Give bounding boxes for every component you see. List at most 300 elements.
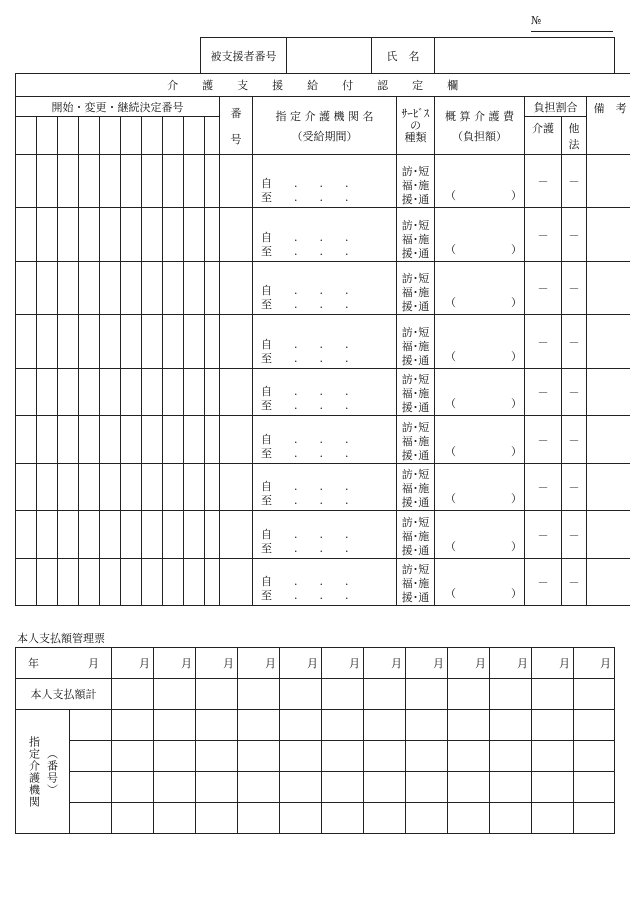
decision-number-cell[interactable] <box>142 315 163 369</box>
decision-number-cell[interactable] <box>37 208 58 262</box>
period-from: 自 . . . <box>261 284 349 297</box>
decision-number-cell[interactable] <box>142 416 163 464</box>
number-cell[interactable] <box>220 416 253 464</box>
month-header-cell[interactable]: 月 <box>112 648 154 679</box>
facility-month-cell[interactable] <box>154 741 196 772</box>
facility-month-cell[interactable] <box>238 803 280 834</box>
decision-number-cell[interactable] <box>142 464 163 511</box>
facility-month-cell[interactable] <box>364 710 406 741</box>
svc-line2: 福･施 <box>401 286 430 299</box>
decision-number-cell[interactable] <box>205 369 220 416</box>
decision-number-cell[interactable] <box>184 511 205 559</box>
decision-number-cell[interactable] <box>58 559 79 606</box>
svc-line3: 援･通 <box>401 247 430 260</box>
decision-number-cell[interactable] <box>79 464 100 511</box>
decision-number-cell[interactable] <box>100 369 121 416</box>
self-payment-title: 本人支払額管理票 <box>17 632 105 645</box>
decision-number-cell[interactable] <box>205 464 220 511</box>
care-support-table <box>15 73 630 606</box>
number-cell[interactable] <box>220 559 253 606</box>
cost-header-top: 概 算 介 護 費 <box>445 109 514 123</box>
facility-month-cell[interactable] <box>112 710 154 741</box>
self-payment-total-cell[interactable] <box>322 679 364 710</box>
decision-number-cell[interactable] <box>58 369 79 416</box>
period-cell[interactable] <box>253 464 397 511</box>
decision-number-cell[interactable] <box>37 155 58 208</box>
facility-header-top: 指 定 介 護 機 関 名 <box>275 109 374 123</box>
decision-number-cell[interactable] <box>16 416 37 464</box>
decision-number-digit-cell[interactable] <box>37 117 58 155</box>
burden-care-cell[interactable]: － <box>525 559 562 606</box>
estimated-cost-cell[interactable]: （ ） <box>435 416 525 464</box>
service-type-cell[interactable] <box>397 464 435 511</box>
decision-number-cell[interactable] <box>79 511 100 559</box>
facility-month-cell[interactable] <box>406 710 448 741</box>
remarks-cell[interactable] <box>587 315 630 369</box>
decision-number-digit-cell[interactable] <box>58 117 79 155</box>
estimated-cost-cell[interactable]: （ ） <box>435 208 525 262</box>
decision-number-digit-cell[interactable] <box>184 117 205 155</box>
cost-header-bottom: （負担額） <box>452 129 507 143</box>
period-cell[interactable] <box>253 369 397 416</box>
decision-number-cell[interactable] <box>205 208 220 262</box>
decision-number-cell[interactable] <box>58 464 79 511</box>
period-to: 至 . . . <box>261 399 349 412</box>
decision-number-cell[interactable] <box>184 559 205 606</box>
decision-number-digit-cell[interactable] <box>100 117 121 155</box>
name-label: 氏 名 <box>372 38 435 74</box>
month-header-cell[interactable]: 月 <box>154 648 196 679</box>
svc-line1: 訪･短 <box>401 326 430 339</box>
burden-care-cell[interactable]: － <box>525 369 562 416</box>
designated-facility-label <box>16 710 70 834</box>
self-payment-total-cell[interactable] <box>574 679 615 710</box>
period-to: 至 . . . <box>261 589 349 602</box>
period-cell[interactable] <box>253 208 397 262</box>
burden-other-header <box>562 117 587 155</box>
facility-month-cell[interactable] <box>406 803 448 834</box>
svc-line2: 福･施 <box>401 179 430 192</box>
decision-number-digit-cell[interactable] <box>16 117 37 155</box>
service-header-3: 種類 <box>404 130 427 144</box>
number-cell[interactable] <box>220 369 253 416</box>
self-payment-total-cell[interactable] <box>448 679 490 710</box>
decision-number-cell[interactable] <box>16 208 37 262</box>
facility-month-cell[interactable] <box>154 803 196 834</box>
decision-number-cell[interactable] <box>184 464 205 511</box>
period-cell[interactable] <box>253 262 397 315</box>
facility-month-cell[interactable] <box>112 803 154 834</box>
facility-month-cell[interactable] <box>280 710 322 741</box>
decision-number-cell[interactable] <box>121 155 142 208</box>
month-header-cell[interactable]: 月 <box>406 648 448 679</box>
decision-number-cell[interactable] <box>163 315 184 369</box>
svc-line2: 福･施 <box>401 387 430 400</box>
facility-month-cell[interactable] <box>406 772 448 803</box>
burden-care-cell[interactable]: － <box>525 315 562 369</box>
service-type-cell[interactable] <box>397 315 435 369</box>
decision-number-cell[interactable] <box>142 262 163 315</box>
facility-month-cell[interactable] <box>196 710 238 741</box>
decision-number-cell[interactable] <box>142 511 163 559</box>
facility-month-cell[interactable] <box>154 772 196 803</box>
number-cell[interactable] <box>220 315 253 369</box>
month-header-cell[interactable]: 月 <box>448 648 490 679</box>
decision-number-digit-cell[interactable] <box>205 117 220 155</box>
facility-month-cell[interactable] <box>574 741 615 772</box>
service-header-1: ｻｰﾋﾞｽ <box>401 106 430 120</box>
decision-number-cell[interactable] <box>58 208 79 262</box>
decision-number-cell[interactable] <box>16 369 37 416</box>
estimated-cost-cell[interactable]: （ ） <box>435 369 525 416</box>
service-type-cell[interactable] <box>397 511 435 559</box>
decision-number-cell[interactable] <box>184 208 205 262</box>
month-header-cell[interactable]: 月 <box>238 648 280 679</box>
decision-number-cell[interactable] <box>100 208 121 262</box>
decision-number-cell[interactable] <box>142 559 163 606</box>
burden-other-cell[interactable]: － <box>562 369 587 416</box>
facility-month-cell[interactable] <box>112 741 154 772</box>
decision-number-cell[interactable] <box>184 262 205 315</box>
care-support-row <box>16 416 630 464</box>
facility-month-cell[interactable] <box>532 803 574 834</box>
decision-number-cell[interactable] <box>79 208 100 262</box>
decision-number-cell[interactable] <box>100 559 121 606</box>
decision-number-cell[interactable] <box>16 315 37 369</box>
number-cell[interactable] <box>220 155 253 208</box>
decision-number-cell[interactable] <box>121 208 142 262</box>
decision-number-cell[interactable] <box>184 369 205 416</box>
burden-other-cell[interactable]: － <box>562 155 587 208</box>
decision-number-cell[interactable] <box>37 464 58 511</box>
month-header-cell[interactable]: 月 <box>532 648 574 679</box>
decision-number-cell[interactable] <box>37 559 58 606</box>
service-type-cell[interactable] <box>397 155 435 208</box>
svc-line2: 福･施 <box>401 435 430 448</box>
burden-care-cell[interactable]: － <box>525 155 562 208</box>
svc-line3: 援･通 <box>401 300 430 313</box>
month-header-cell[interactable]: 月 <box>490 648 532 679</box>
period-to: 至 . . . <box>261 245 349 258</box>
facility-month-cell[interactable] <box>364 803 406 834</box>
burden-other-cell[interactable]: － <box>562 464 587 511</box>
year-month-header <box>16 648 112 679</box>
decision-number-cell[interactable] <box>58 155 79 208</box>
decision-number-cell[interactable] <box>100 315 121 369</box>
facility-month-cell[interactable] <box>448 741 490 772</box>
burden-other-cell[interactable]: － <box>562 559 587 606</box>
decision-number-cell[interactable] <box>79 155 100 208</box>
decision-number-cell[interactable] <box>163 369 184 416</box>
facility-month-cell[interactable] <box>280 772 322 803</box>
decision-number-cell[interactable] <box>163 559 184 606</box>
svc-line1: 訪･短 <box>401 421 430 434</box>
number-cell[interactable] <box>220 464 253 511</box>
name-field[interactable] <box>435 38 615 74</box>
facility-month-cell[interactable] <box>574 710 615 741</box>
facility-month-cell[interactable] <box>280 741 322 772</box>
facility-month-cell[interactable] <box>280 803 322 834</box>
period-cell[interactable] <box>253 416 397 464</box>
facility-month-cell[interactable] <box>154 710 196 741</box>
burden-other-cell[interactable]: － <box>562 208 587 262</box>
decision-number-cell[interactable] <box>58 315 79 369</box>
period-to: 至 . . . <box>261 298 349 311</box>
month-header-cell[interactable]: 月 <box>364 648 406 679</box>
decision-number-cell[interactable] <box>163 262 184 315</box>
recipient-number-field[interactable] <box>287 38 372 74</box>
decision-number-cell[interactable] <box>121 315 142 369</box>
decision-number-digit-cell[interactable] <box>121 117 142 155</box>
burden-ratio-header: 負担割合 <box>525 97 587 117</box>
remarks-cell[interactable] <box>587 262 630 315</box>
month-header-cell[interactable]: 月 <box>280 648 322 679</box>
self-payment-total-cell[interactable] <box>490 679 532 710</box>
facility-month-cell[interactable] <box>322 710 364 741</box>
facility-month-cell[interactable] <box>490 710 532 741</box>
facility-month-cell[interactable] <box>112 772 154 803</box>
decision-number-cell[interactable] <box>100 262 121 315</box>
remarks-cell[interactable] <box>587 208 630 262</box>
decision-number-cell[interactable] <box>79 262 100 315</box>
decision-number-cell[interactable] <box>121 262 142 315</box>
decision-number-cell[interactable] <box>100 464 121 511</box>
care-support-row <box>16 315 630 369</box>
remarks-cell[interactable] <box>587 511 630 559</box>
decision-number-cell[interactable] <box>205 315 220 369</box>
period-cell[interactable] <box>253 559 397 606</box>
remarks-cell[interactable] <box>587 464 630 511</box>
self-payment-total-cell[interactable] <box>532 679 574 710</box>
period-cell[interactable] <box>253 155 397 208</box>
burden-care-cell[interactable]: － <box>525 208 562 262</box>
estimated-cost-cell[interactable]: （ ） <box>435 155 525 208</box>
decision-number-cell[interactable] <box>79 416 100 464</box>
decision-number-cell[interactable] <box>142 208 163 262</box>
facility-id-cell[interactable] <box>70 710 112 741</box>
svc-line2: 福･施 <box>401 530 430 543</box>
decision-number-cell[interactable] <box>121 511 142 559</box>
period-cell[interactable] <box>253 315 397 369</box>
facility-month-cell[interactable] <box>532 741 574 772</box>
remarks-cell[interactable] <box>587 155 630 208</box>
decision-number-cell[interactable] <box>205 262 220 315</box>
burden-care-cell[interactable]: － <box>525 262 562 315</box>
decision-number-cell[interactable] <box>37 416 58 464</box>
facility-month-cell[interactable] <box>574 772 615 803</box>
decision-number-digit-cell[interactable] <box>142 117 163 155</box>
period-from: 自 . . . <box>261 480 349 493</box>
number-cell[interactable] <box>220 262 253 315</box>
self-payment-table <box>15 647 615 834</box>
decision-number-cell[interactable] <box>37 262 58 315</box>
decision-number-cell[interactable] <box>16 559 37 606</box>
svc-line1: 訪･短 <box>401 563 430 576</box>
self-payment-total-cell[interactable] <box>364 679 406 710</box>
svc-line3: 援･通 <box>401 449 430 462</box>
year-label: 年 <box>28 657 39 670</box>
decision-number-cell[interactable] <box>121 416 142 464</box>
facility-month-cell[interactable] <box>238 741 280 772</box>
burden-other-cell[interactable]: － <box>562 416 587 464</box>
estimated-cost-cell[interactable]: （ ） <box>435 464 525 511</box>
estimated-cost-cell[interactable]: （ ） <box>435 315 525 369</box>
decision-number-cell[interactable] <box>58 416 79 464</box>
estimated-cost-header <box>435 97 525 155</box>
svc-line2: 福･施 <box>401 340 430 353</box>
facility-header-bottom: （受給期間） <box>291 129 358 143</box>
svc-line1: 訪･短 <box>401 468 430 481</box>
facility-month-cell[interactable] <box>196 803 238 834</box>
burden-care-cell[interactable]: － <box>525 464 562 511</box>
decision-number-cell[interactable] <box>121 464 142 511</box>
facility-id-cell[interactable] <box>70 741 112 772</box>
facility-month-cell[interactable] <box>322 803 364 834</box>
month-header-cell[interactable]: 月 <box>574 648 615 679</box>
decision-number-cell[interactable] <box>79 369 100 416</box>
facility-month-cell[interactable] <box>196 741 238 772</box>
facility-month-cell[interactable] <box>532 710 574 741</box>
decision-number-cell[interactable] <box>184 416 205 464</box>
recipient-number-label: 被支援者番号 <box>201 38 287 74</box>
period-from: 自 . . . <box>261 433 349 446</box>
facility-month-cell[interactable] <box>490 772 532 803</box>
number-header <box>220 97 253 155</box>
month-header-cell[interactable]: 月 <box>196 648 238 679</box>
decision-number-cell[interactable] <box>163 464 184 511</box>
decision-number-cell[interactable] <box>37 315 58 369</box>
remarks-cell[interactable] <box>587 369 630 416</box>
care-support-row <box>16 262 630 315</box>
facility-month-cell[interactable] <box>322 741 364 772</box>
facility-month-cell[interactable] <box>322 772 364 803</box>
self-payment-total-cell[interactable] <box>406 679 448 710</box>
decision-number-cell[interactable] <box>142 369 163 416</box>
facility-month-cell[interactable] <box>364 741 406 772</box>
facility-month-cell[interactable] <box>196 772 238 803</box>
decision-number-cell[interactable] <box>58 511 79 559</box>
decision-number-cell[interactable] <box>37 369 58 416</box>
decision-number-cell[interactable] <box>100 155 121 208</box>
decision-number-cell[interactable] <box>205 559 220 606</box>
care-support-row <box>16 464 630 511</box>
svc-line1: 訪･短 <box>401 272 430 285</box>
svc-line3: 援･通 <box>401 544 430 557</box>
svc-line3: 援･通 <box>401 496 430 509</box>
self-payment-total-cell[interactable] <box>280 679 322 710</box>
facility-id-cell[interactable] <box>70 772 112 803</box>
period-from: 自 . . . <box>261 177 349 190</box>
decision-number-cell[interactable] <box>184 155 205 208</box>
service-type-cell[interactable] <box>397 262 435 315</box>
decision-number-cell[interactable] <box>16 464 37 511</box>
facility-month-cell[interactable] <box>406 741 448 772</box>
burden-other-1: 他 <box>568 121 580 135</box>
decision-number-cell[interactable] <box>163 208 184 262</box>
decision-number-cell[interactable] <box>79 559 100 606</box>
number-cell[interactable] <box>220 208 253 262</box>
burden-other-cell[interactable]: － <box>562 262 587 315</box>
self-payment-total-cell[interactable] <box>196 679 238 710</box>
self-payment-total-cell[interactable] <box>238 679 280 710</box>
facility-month-cell[interactable] <box>448 772 490 803</box>
facility-month-cell[interactable] <box>490 803 532 834</box>
care-support-row <box>16 559 630 606</box>
svc-line3: 援･通 <box>401 591 430 604</box>
decision-number-cell[interactable] <box>16 511 37 559</box>
designated-facility-text: 指定介護機関 <box>27 735 41 808</box>
svc-line1: 訪･短 <box>401 165 430 178</box>
estimated-cost-cell[interactable]: （ ） <box>435 262 525 315</box>
month-header-cell[interactable]: 月 <box>322 648 364 679</box>
decision-number-cell[interactable] <box>121 369 142 416</box>
burden-other-cell[interactable]: － <box>562 511 587 559</box>
remarks-cell[interactable] <box>587 416 630 464</box>
service-type-header <box>397 97 435 155</box>
facility-month-cell[interactable] <box>238 772 280 803</box>
decision-number-cell[interactable] <box>100 416 121 464</box>
burden-other-2: 法 <box>568 137 580 151</box>
burden-care-cell[interactable]: － <box>525 511 562 559</box>
number-header-bottom: 号 <box>230 132 242 146</box>
estimated-cost-cell[interactable]: （ ） <box>435 511 525 559</box>
facility-month-cell[interactable] <box>364 772 406 803</box>
estimated-cost-cell[interactable]: （ ） <box>435 559 525 606</box>
facility-month-cell[interactable] <box>448 803 490 834</box>
burden-other-cell[interactable]: － <box>562 315 587 369</box>
number-cell[interactable] <box>220 511 253 559</box>
decision-number-cell[interactable] <box>205 416 220 464</box>
decision-number-cell[interactable] <box>16 262 37 315</box>
service-type-cell[interactable] <box>397 559 435 606</box>
remarks-cell[interactable] <box>587 559 630 606</box>
decision-number-cell[interactable] <box>16 155 37 208</box>
start-change-header: 開始・変更・継続決定番号 <box>16 97 220 117</box>
period-cell[interactable] <box>253 511 397 559</box>
svc-line2: 福･施 <box>401 482 430 495</box>
svc-line2: 福･施 <box>401 577 430 590</box>
decision-number-cell[interactable] <box>205 511 220 559</box>
decision-number-cell[interactable] <box>205 155 220 208</box>
facility-month-cell[interactable] <box>448 710 490 741</box>
decision-number-cell[interactable] <box>37 511 58 559</box>
burden-care-cell[interactable]: － <box>525 416 562 464</box>
decision-number-digit-cell[interactable] <box>79 117 100 155</box>
decision-number-cell[interactable] <box>58 262 79 315</box>
decision-number-digit-cell[interactable] <box>163 117 184 155</box>
decision-number-cell[interactable] <box>163 511 184 559</box>
facility-month-cell[interactable] <box>574 803 615 834</box>
service-type-cell[interactable] <box>397 416 435 464</box>
facility-month-cell[interactable] <box>238 710 280 741</box>
period-from: 自 . . . <box>261 575 349 588</box>
facility-month-cell[interactable] <box>490 741 532 772</box>
self-payment-total-cell[interactable] <box>154 679 196 710</box>
decision-number-cell[interactable] <box>163 155 184 208</box>
facility-month-cell[interactable] <box>532 772 574 803</box>
facility-id-cell[interactable] <box>70 803 112 834</box>
decision-number-cell[interactable] <box>163 416 184 464</box>
care-support-row <box>16 369 630 416</box>
service-type-cell[interactable] <box>397 208 435 262</box>
service-type-cell[interactable] <box>397 369 435 416</box>
self-payment-total-cell[interactable] <box>112 679 154 710</box>
decision-number-cell[interactable] <box>100 511 121 559</box>
decision-number-cell[interactable] <box>184 315 205 369</box>
decision-number-cell[interactable] <box>121 559 142 606</box>
decision-number-cell[interactable] <box>142 155 163 208</box>
decision-number-cell[interactable] <box>79 315 100 369</box>
